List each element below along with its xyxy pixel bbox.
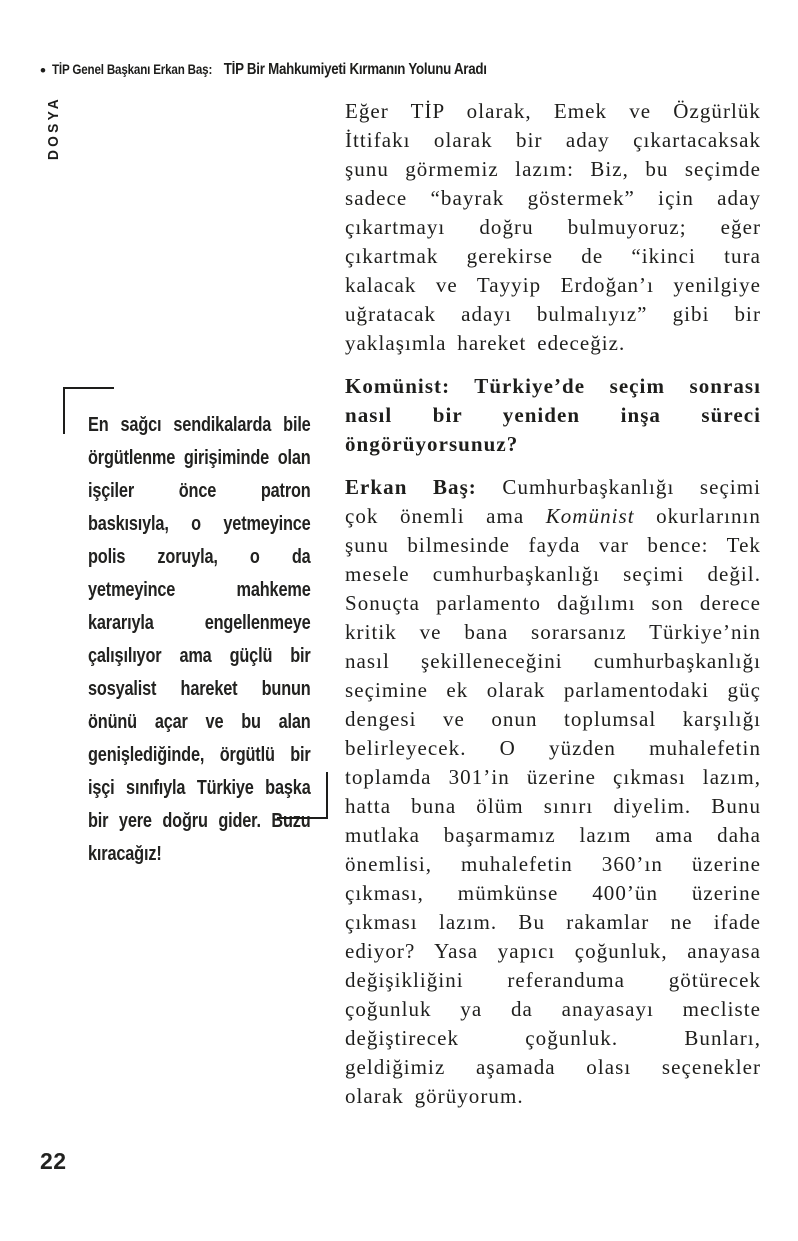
page-number: 22: [40, 1148, 67, 1174]
intro-paragraph: Eğer TİP olarak, Emek ve Özgürlük İttifakı olarak bir aday çıkartacaksak şunu görmemiz lazım: Biz, bu seçimde sadece “bayrak göstermek” için aday çıkartmayı doğru bulmuyoruz; eğer çıkartmak gerekirse de “ikinci tura kalacak ve Tayyip Erdoğan’ı yenilgiye uğratacak adayı bulmalıyız” gibi bir yaklaşımla hareket edeceğiz.: [345, 99, 761, 355]
article-title: TİP Bir Mahkumiyeti Kırmanın Yolunu Aradı: [223, 61, 487, 78]
pull-quote: En sağcı sendikalarda bile örgütlenme girişiminde olan işçiler önce patron baskısıyla, o yetmeyince polis zoruyla, o da yetmeyince mahkeme kararıyla engellenmeye çalışılıyor ama güçlü bir sosyalist hareket bunun önünü açar ve bu alan genişlediğinde, örgütlü bir işçi sınıfıyla Türkiye başka bir yere doğru gider. Buzu kıracağız!: [88, 413, 311, 865]
bullet-icon: •: [40, 60, 46, 80]
question-text: Türkiye’de seçim sonrası nasıl bir yeniden inşa süreci öngörüyorsunuz?: [345, 374, 762, 456]
magazine-name-italic: Komünist: [545, 504, 635, 528]
question-label: Komünist:: [345, 374, 451, 398]
answer-paragraph: [345, 473, 761, 1111]
article-body: [345, 97, 761, 1125]
speaker-name: Erkan Baş:: [345, 475, 477, 499]
quote-bracket-close-icon: [277, 772, 328, 819]
article-header: [40, 61, 557, 79]
header-line: [52, 61, 487, 79]
article-kicker: TİP Genel Başkanı Erkan Baş:: [51, 62, 213, 77]
section-label-dosya: DOSYA: [45, 96, 62, 160]
answer-text-before: Cumhurbaşkanlığı seçimi çok önemli ama: [345, 475, 761, 528]
question-paragraph: [345, 372, 761, 459]
answer-text-after: okurlarının şunu bilmesinde fayda var bence: Tek mesele cumhurbaşkanlığı seçimi değil. Sonuçta parlamento dağılımı son derece kritik ve bana sorarsanız Türkiye’nin nasıl şekilleneceğini cumhurbaşkanlığı seçimine ek olarak parlamentodaki güç dengesi ve onun toplumsal karşılığı belirleyecek. O yüzden muhalefetin toplamda 301’in üzerine çıkması lazım, hatta buna ölüm sınırı diyelim. Bunu mutlaka başarmamız lazım ama daha önemlisi, muhalefetin 360’ın üzerine çıkması, mümkünse 400’ün üzerine çıkması lazım. Bu rakamlar ne ifade ediyor? Yasa yapıcı çoğunluk, anayasa değişikliğini referanduma götürecek çoğunluk ya da anayasayı mecliste değiştirecek çoğunluk. Bunları, geldiğimiz aşamada olası seçenekler olarak görüyorum.: [345, 504, 761, 1108]
